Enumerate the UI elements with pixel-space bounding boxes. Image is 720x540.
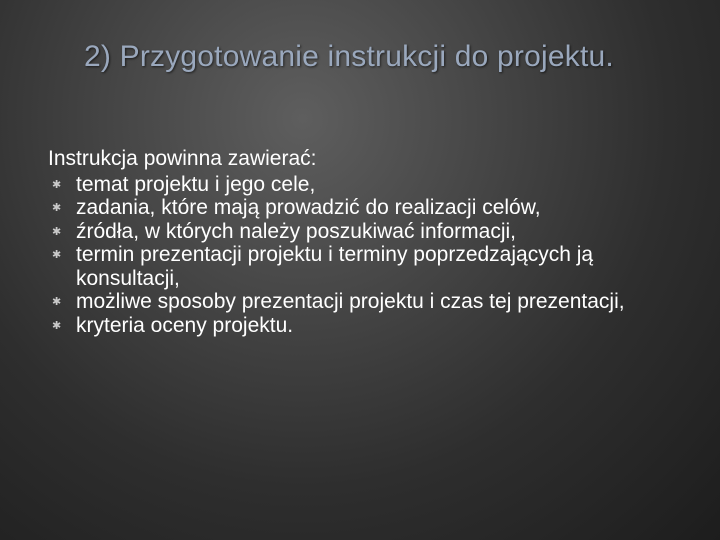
list-item (48, 196, 688, 220)
list-item (48, 220, 688, 244)
bullet-icon: ✱ (52, 249, 62, 261)
list-item (48, 290, 688, 314)
list-item-text: zadania, które mają prowadzić do realizacji celów, (76, 196, 541, 219)
intro-text: Instrukcja powinna zawierać: (48, 147, 317, 170)
list-item-text: temat projektu i jego cele, (76, 172, 316, 196)
list-item (48, 314, 688, 338)
bullet-icon: ✱ (52, 319, 62, 332)
slide-title: 2) Przygotowanie instrukcji do projektu. (84, 40, 614, 73)
bullet-icon: ✱ (52, 178, 62, 191)
slide-body (48, 147, 688, 337)
bullet-icon: ✱ (52, 202, 62, 214)
list-item-text: kryteria oceny projektu. (76, 313, 294, 337)
list-item (48, 173, 688, 197)
bullet-icon: ✱ (52, 225, 62, 238)
bullet-icon: ✱ (52, 296, 62, 308)
list-item-text: źródła, w których należy poszukiwać informacji, (76, 219, 516, 243)
list-item-text: termin prezentacji projektu i terminy poprzedzających ją konsultacji, (76, 243, 594, 290)
bullet-list (48, 173, 688, 338)
list-item-text: możliwe sposoby prezentacji projektu i czas tej prezentacji, (76, 290, 625, 313)
list-item (48, 243, 688, 290)
